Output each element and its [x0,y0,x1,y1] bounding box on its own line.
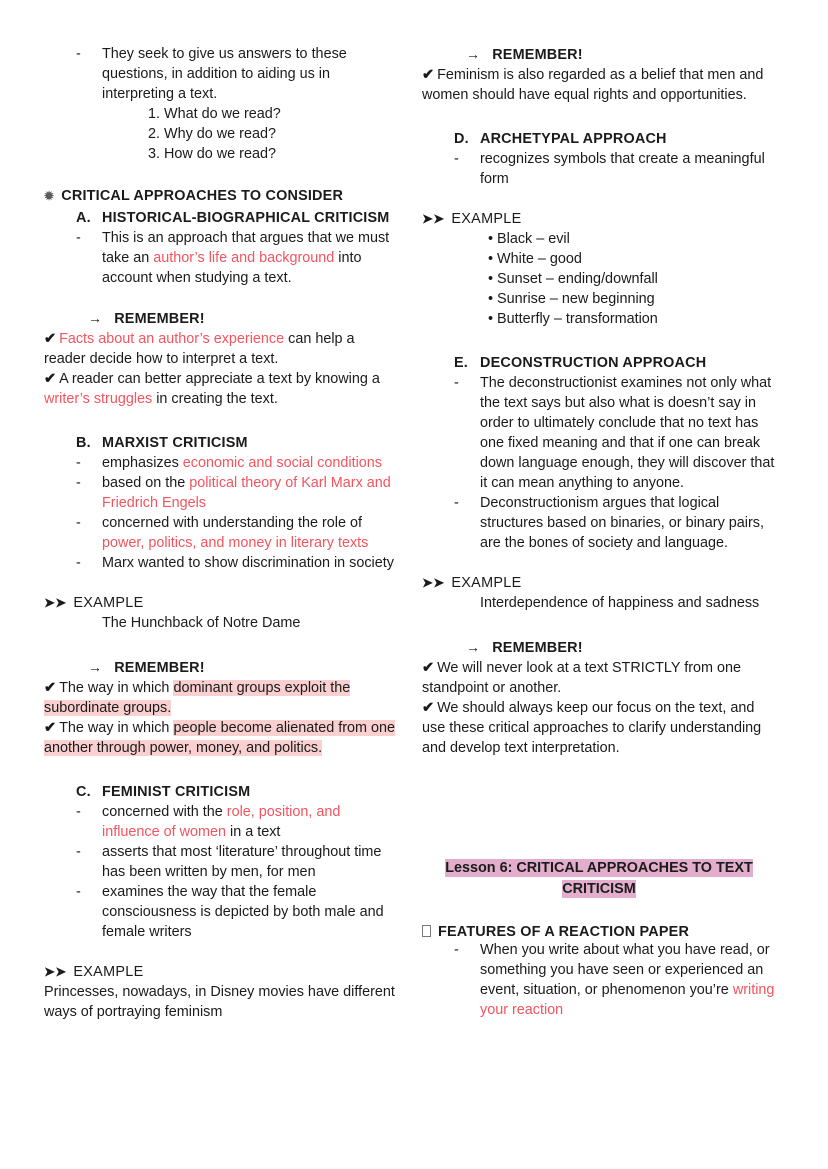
approach-b-bullet-text: Marx wanted to show discrimination in society [102,555,394,571]
approach-b-letter: B. [76,435,91,451]
approach-b-example-body: The Hunchback of Notre Dame [102,615,301,631]
accent-text: power, politics, and money in literary texts [102,535,369,551]
dash-marker: - [76,844,81,860]
remember-label: REMEMBER! [114,660,205,676]
check-icon: ✔ [422,660,435,676]
list-item: - concerned with the role, position, and influence of women in a text [76,804,341,840]
approach-e-bullet-text: Deconstructionism argues that logical structures based on binaries, or binary pairs, are the bones of society and language. [480,495,764,551]
lesson-banner-line2: CRITICISM [562,881,636,897]
features-heading [422,924,776,940]
list-item [454,493,776,553]
arrow-right-icon: → [466,46,481,62]
features-bullet-text: When you write about what you have read, or something you have seen or experienced an event, situation, or phenomenon you’re writing your reaction [480,942,775,1018]
dash-marker: - [454,375,459,391]
dash-marker: - [76,455,81,471]
approach-e-title: DECONSTRUCTION APPROACH [480,355,707,371]
approach-e-remember-heading [466,637,776,658]
list-item: 3. How do we read? [148,146,276,162]
dash-marker: - [76,475,81,491]
approach-c-bullets [76,802,398,942]
approach-e-bullets [454,373,776,553]
remember-label: REMEMBER! [492,47,583,63]
approach-d-bullets [454,149,776,189]
arrow-right-icon: → [466,639,481,655]
approach-d-title: ARCHETYPAL APPROACH [480,131,667,147]
double-arrow-icon: ➤➤ [422,575,445,590]
double-arrow-icon: ➤➤ [44,595,67,610]
list-item: - emphasizes economic and social conditions [76,455,382,471]
double-arrow-icon: ➤➤ [422,211,445,226]
left-column [44,44,398,1022]
approach-b-title: MARXIST CRITICISM [102,435,248,451]
list-item: 2. Why do we read? [148,126,276,142]
list-item: • Black – evil [488,229,776,249]
approach-a-remember-item: ✔ A reader can better appreciate a text by knowing a writer’s struggles in creating the text. [44,371,380,407]
dash-marker: - [76,555,81,571]
check-icon: ✔ [44,331,57,347]
approach-a-heading [76,208,398,228]
accent-text: author’s life and background [153,250,335,266]
dash-marker: - [454,942,459,958]
list-item: • White – good [488,249,776,269]
list-item [454,940,776,1020]
check-icon: ✔ [44,680,57,696]
list-item: - concerned with understanding the role of power, politics, and money in literary texts [76,515,369,551]
approach-e-bullet-text: The deconstructionist examines not only what the text says but also what is doesn’t say in order to ultimately conclude that no text has one fixed meaning and that if one can break down language enough, they will discover that it can mean anything to anyone. [480,375,775,491]
approach-d-bullet-text: recognizes symbols that create a meaningful form [480,151,765,187]
approach-b-remember-heading [88,657,398,678]
accent-text: Facts about an author’s experience [59,331,285,347]
accent-text: economic and social conditions [182,455,382,471]
lesson-banner [428,858,770,900]
approach-e-example-heading [422,573,776,593]
check-icon: ✔ [422,67,435,83]
check-icon: ✔ [44,720,57,736]
example-label: EXAMPLE [451,211,522,227]
dash-marker: - [454,495,459,511]
list-item: - based on the political theory of Karl Marx and Friedrich Engels [76,475,391,511]
example-label: EXAMPLE [73,595,144,611]
list-item [76,44,398,104]
dash-marker: - [76,884,81,900]
accent-text: writing your reaction [480,982,775,1018]
check-icon: ✔ [44,371,57,387]
intro-bullet-text: They seek to give us answers to these questions, in addition to aiding us in interpreting a text. [102,46,347,102]
approach-d-letter: D. [454,131,469,147]
approach-b-heading [76,433,398,453]
section-heading-label: CRITICAL APPROACHES TO CONSIDER [61,188,344,204]
dash-marker: - [76,46,81,62]
list-item [76,228,398,288]
list-item [76,882,398,942]
list-item: • Butterfly – transformation [488,309,776,329]
approach-c-bullet-text: examines the way that the female consciousness is depicted by both male and female writers [102,884,384,940]
approach-c-heading [76,782,398,802]
approach-e-letter: E. [454,355,468,371]
approach-e-remember-item: ✔ We should always keep our focus on the text, and use these critical approaches to clarify understanding and develop text interpretation. [422,700,762,756]
highlighted-text: people become alienated from one another through power, money, and politics. [44,720,396,756]
approach-a-bullet-text: This is an approach that argues that we must take an author’s life and background into account when studying a text. [102,230,390,286]
approach-a-letter: A. [76,210,91,226]
double-arrow-icon: ➤➤ [44,964,67,979]
approach-b-remember-item: ✔ The way in which people become alienated from one another through power, money, and politics. [44,720,396,756]
approach-c-bullet-text: asserts that most ‘literature’ throughout time has been written by men, for men [102,844,382,880]
missing-glyph-icon [422,925,431,937]
features-heading-label: FEATURES OF A REACTION PAPER [438,924,690,940]
feminist-remember-heading [466,44,776,65]
approach-e-remember-item: ✔ We will never look at a text STRICTLY from one standpoint or another. [422,660,741,696]
arrow-right-icon: → [88,310,103,326]
list-item [76,842,398,882]
intro-bullet-list [76,44,398,104]
approach-b-remember-item: ✔ The way in which dominant groups exploit the subordinate groups. [44,680,351,716]
two-column-layout [44,44,784,1145]
dash-marker: - [76,515,81,531]
approach-a-title: HISTORICAL-BIOGRAPHICAL CRITICISM [102,210,390,226]
right-column [422,44,776,1020]
features-bullets [454,940,776,1020]
accent-text: political theory of Karl Marx and Friedrich Engels [102,475,391,511]
approach-c-example-heading [44,962,398,982]
remember-label: REMEMBER! [492,640,583,656]
list-item [454,373,776,493]
list-item [76,553,398,573]
approach-d-example-list [488,229,776,329]
highlighted-text: dominant groups exploit the subordinate groups. [44,680,351,716]
list-item: • Sunset – ending/downfall [488,269,776,289]
intro-questions-list [148,104,398,164]
remember-label: REMEMBER! [114,311,205,327]
feminist-remember-item: ✔ Feminism is also regarded as a belief that men and women should have equal rights and opportunities. [422,67,764,103]
approach-c-example-body: Princesses, nowadays, in Disney movies have different ways of portraying feminism [44,984,395,1020]
accent-text: role, position, and influence of women [102,804,341,840]
approach-c-title: FEMINIST CRITICISM [102,784,251,800]
approach-d-example-heading [422,209,776,229]
arrow-right-icon: → [88,659,103,675]
gear-icon: ✹ [44,189,55,203]
list-item: 1. What do we read? [148,106,281,122]
dash-marker: - [76,804,81,820]
approach-a-remember-item: ✔ Facts about an author’s experience can help a reader decide how to interpret a text. [44,331,355,367]
approach-b-example-heading [44,593,398,613]
dash-marker: - [454,151,459,167]
list-item [454,149,776,189]
accent-text: writer’s struggles [44,391,153,407]
dash-marker: - [76,230,81,246]
approach-a-bullets [76,228,398,288]
approach-e-example-body: Interdependence of happiness and sadness [480,595,760,611]
lesson-banner-line1: Lesson 6: CRITICAL APPROACHES TO TEXT [445,860,753,876]
example-label: EXAMPLE [73,964,144,980]
approach-b-bullets [76,453,398,573]
example-label: EXAMPLE [451,575,522,591]
approach-c-letter: C. [76,784,91,800]
check-icon: ✔ [422,700,435,716]
section-heading-critical-approaches [44,188,398,204]
approach-a-remember-heading [88,308,398,329]
approach-e-heading [454,353,776,373]
list-item: • Sunrise – new beginning [488,289,776,309]
approach-d-heading [454,129,776,149]
